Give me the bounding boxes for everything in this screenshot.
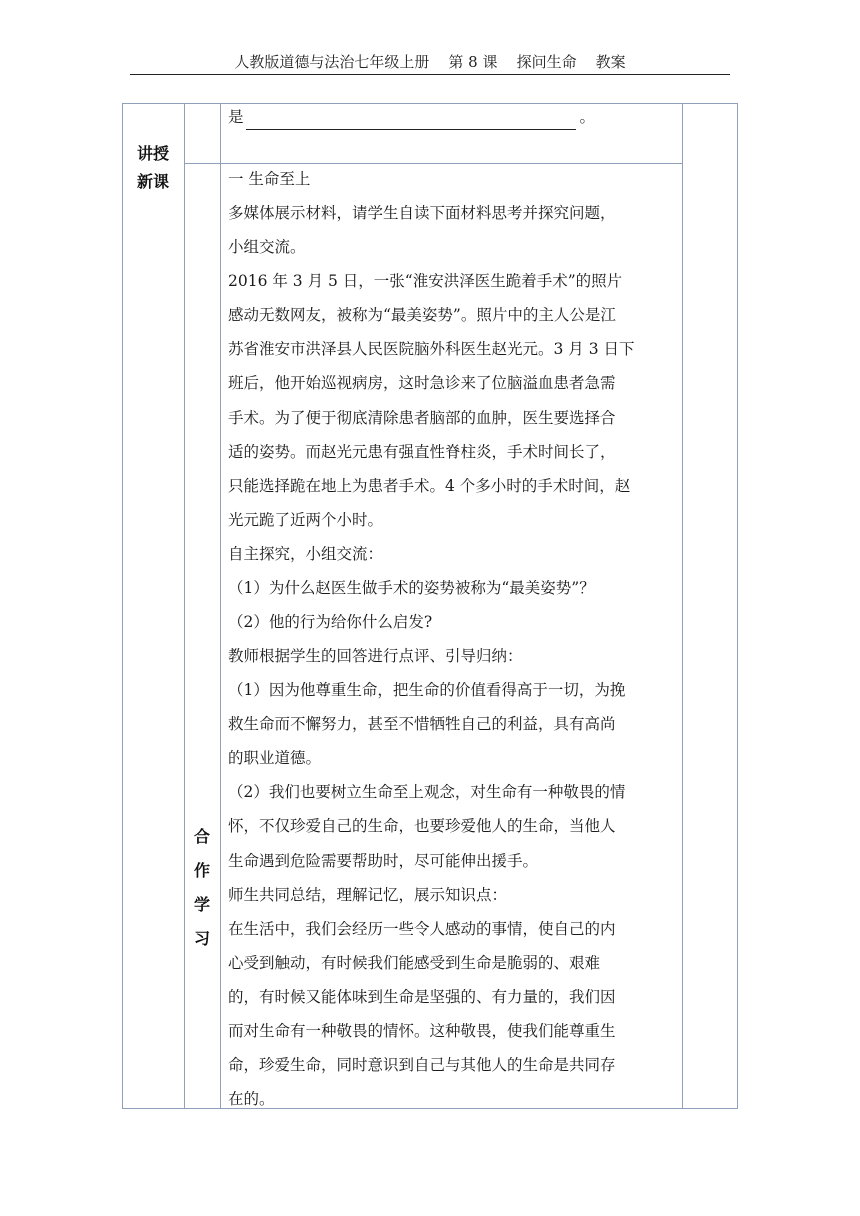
fill-in-blank-line xyxy=(228,104,595,130)
content-line: 教师根据学生的回答进行点评、引导归纳： xyxy=(228,647,523,666)
answer-blank xyxy=(246,111,576,130)
lesson-content xyxy=(228,162,680,1116)
content-line: 多媒体展示材料，请学生自读下面材料思考并探究问题， xyxy=(228,204,616,223)
lecture-label-line: 新课 xyxy=(136,172,169,191)
content-line: （2）我们也要树立生命至上观念，对生命有一种敬畏的情 xyxy=(228,783,626,802)
content-line: （1）为什么赵医生做手术的姿势被称为“最美姿势”？ xyxy=(228,578,595,597)
content-line: （1）因为他尊重生命，把生命的价值看得高于一切，为挽 xyxy=(228,681,626,700)
header-rule xyxy=(130,74,730,75)
content-line: 小组交流。 xyxy=(228,238,306,257)
content-line: 适的姿势。而赵光元患有强直性脊柱炎，手术时间长了， xyxy=(228,442,616,461)
content-line: 怀，不仅珍爱自己的生命，也要珍爱他人的生命，当他人 xyxy=(228,817,616,836)
content-line: （2）他的行为给你什么启发? xyxy=(228,613,433,632)
content-line: 手术。为了便于彻底清除患者脑部的血肿，医生要选择合 xyxy=(228,408,616,427)
content-line: 在生活中，我们会经历一些令人感动的事情，使自己的内 xyxy=(228,919,616,938)
content-line: 一 生命至上 xyxy=(228,170,311,188)
content-line: 班后，他开始巡视病房，这时急诊来了位脑溢血患者急需 xyxy=(228,374,616,393)
table-divider-2 xyxy=(220,103,221,1109)
content-line: 救生命而不懈努力，甚至不惜牺牲自己的利益，具有高尚 xyxy=(228,715,616,734)
content-line: 命，珍爱生命，同时意识到自己与其他人的生命是共同存 xyxy=(228,1056,616,1075)
table-divider-1 xyxy=(184,103,185,1109)
blank-suffix: 。 xyxy=(579,108,596,126)
content-line: 光元跪了近两个小时。 xyxy=(228,510,384,529)
content-line: 苏省淮安市洪泽县人民医院脑外科医生赵光元。3 月 3 日下 xyxy=(228,340,635,359)
coop-label-char: 习 xyxy=(193,929,210,948)
content-line: 的，有时候又能体味到生命是坚强的、有力量的，我们因 xyxy=(228,987,616,1006)
coop-label-char: 合 xyxy=(193,827,210,846)
content-line: 感动无数网友，被称为“最美姿势”。照片中的主人公是江 xyxy=(228,306,616,325)
content-line: 生命遇到危险需要帮助时，尽可能伸出援手。 xyxy=(228,851,539,870)
content-line: 而对生命有一种敬畏的情怀。这种敬畏，使我们能尊重生 xyxy=(228,1021,616,1040)
content-line: 2016 年 3 月 5 日，一张“淮安洪泽医生跪着手术”的照片 xyxy=(228,272,623,291)
cooperative-learning-label xyxy=(184,820,220,956)
table-border-left xyxy=(122,103,123,1109)
content-line: 师生共同总结，理解记忆，展示知识点： xyxy=(228,885,508,904)
blank-prefix: 是 xyxy=(228,108,244,126)
content-line: 心受到触动，有时候我们能感受到生命是脆弱的、艰难 xyxy=(228,953,601,972)
content-line: 自主探究，小组交流： xyxy=(228,544,384,563)
content-line: 的职业道德。 xyxy=(228,749,322,768)
coop-label-char: 作 xyxy=(193,861,210,880)
lecture-label-line: 讲授 xyxy=(136,144,169,163)
content-line: 在的。 xyxy=(228,1090,275,1109)
lecture-row-label xyxy=(122,140,184,196)
table-border-right xyxy=(737,103,738,1109)
table-divider-3 xyxy=(682,103,683,1109)
coop-label-char: 学 xyxy=(193,895,210,914)
content-line: 只能选择跪在地上为患者手术。4 个多小时的手术时间，赵 xyxy=(228,476,631,495)
page-header: 人教版道德与法治七年级上册 第 8 课 探问生命 教案 xyxy=(234,53,626,71)
